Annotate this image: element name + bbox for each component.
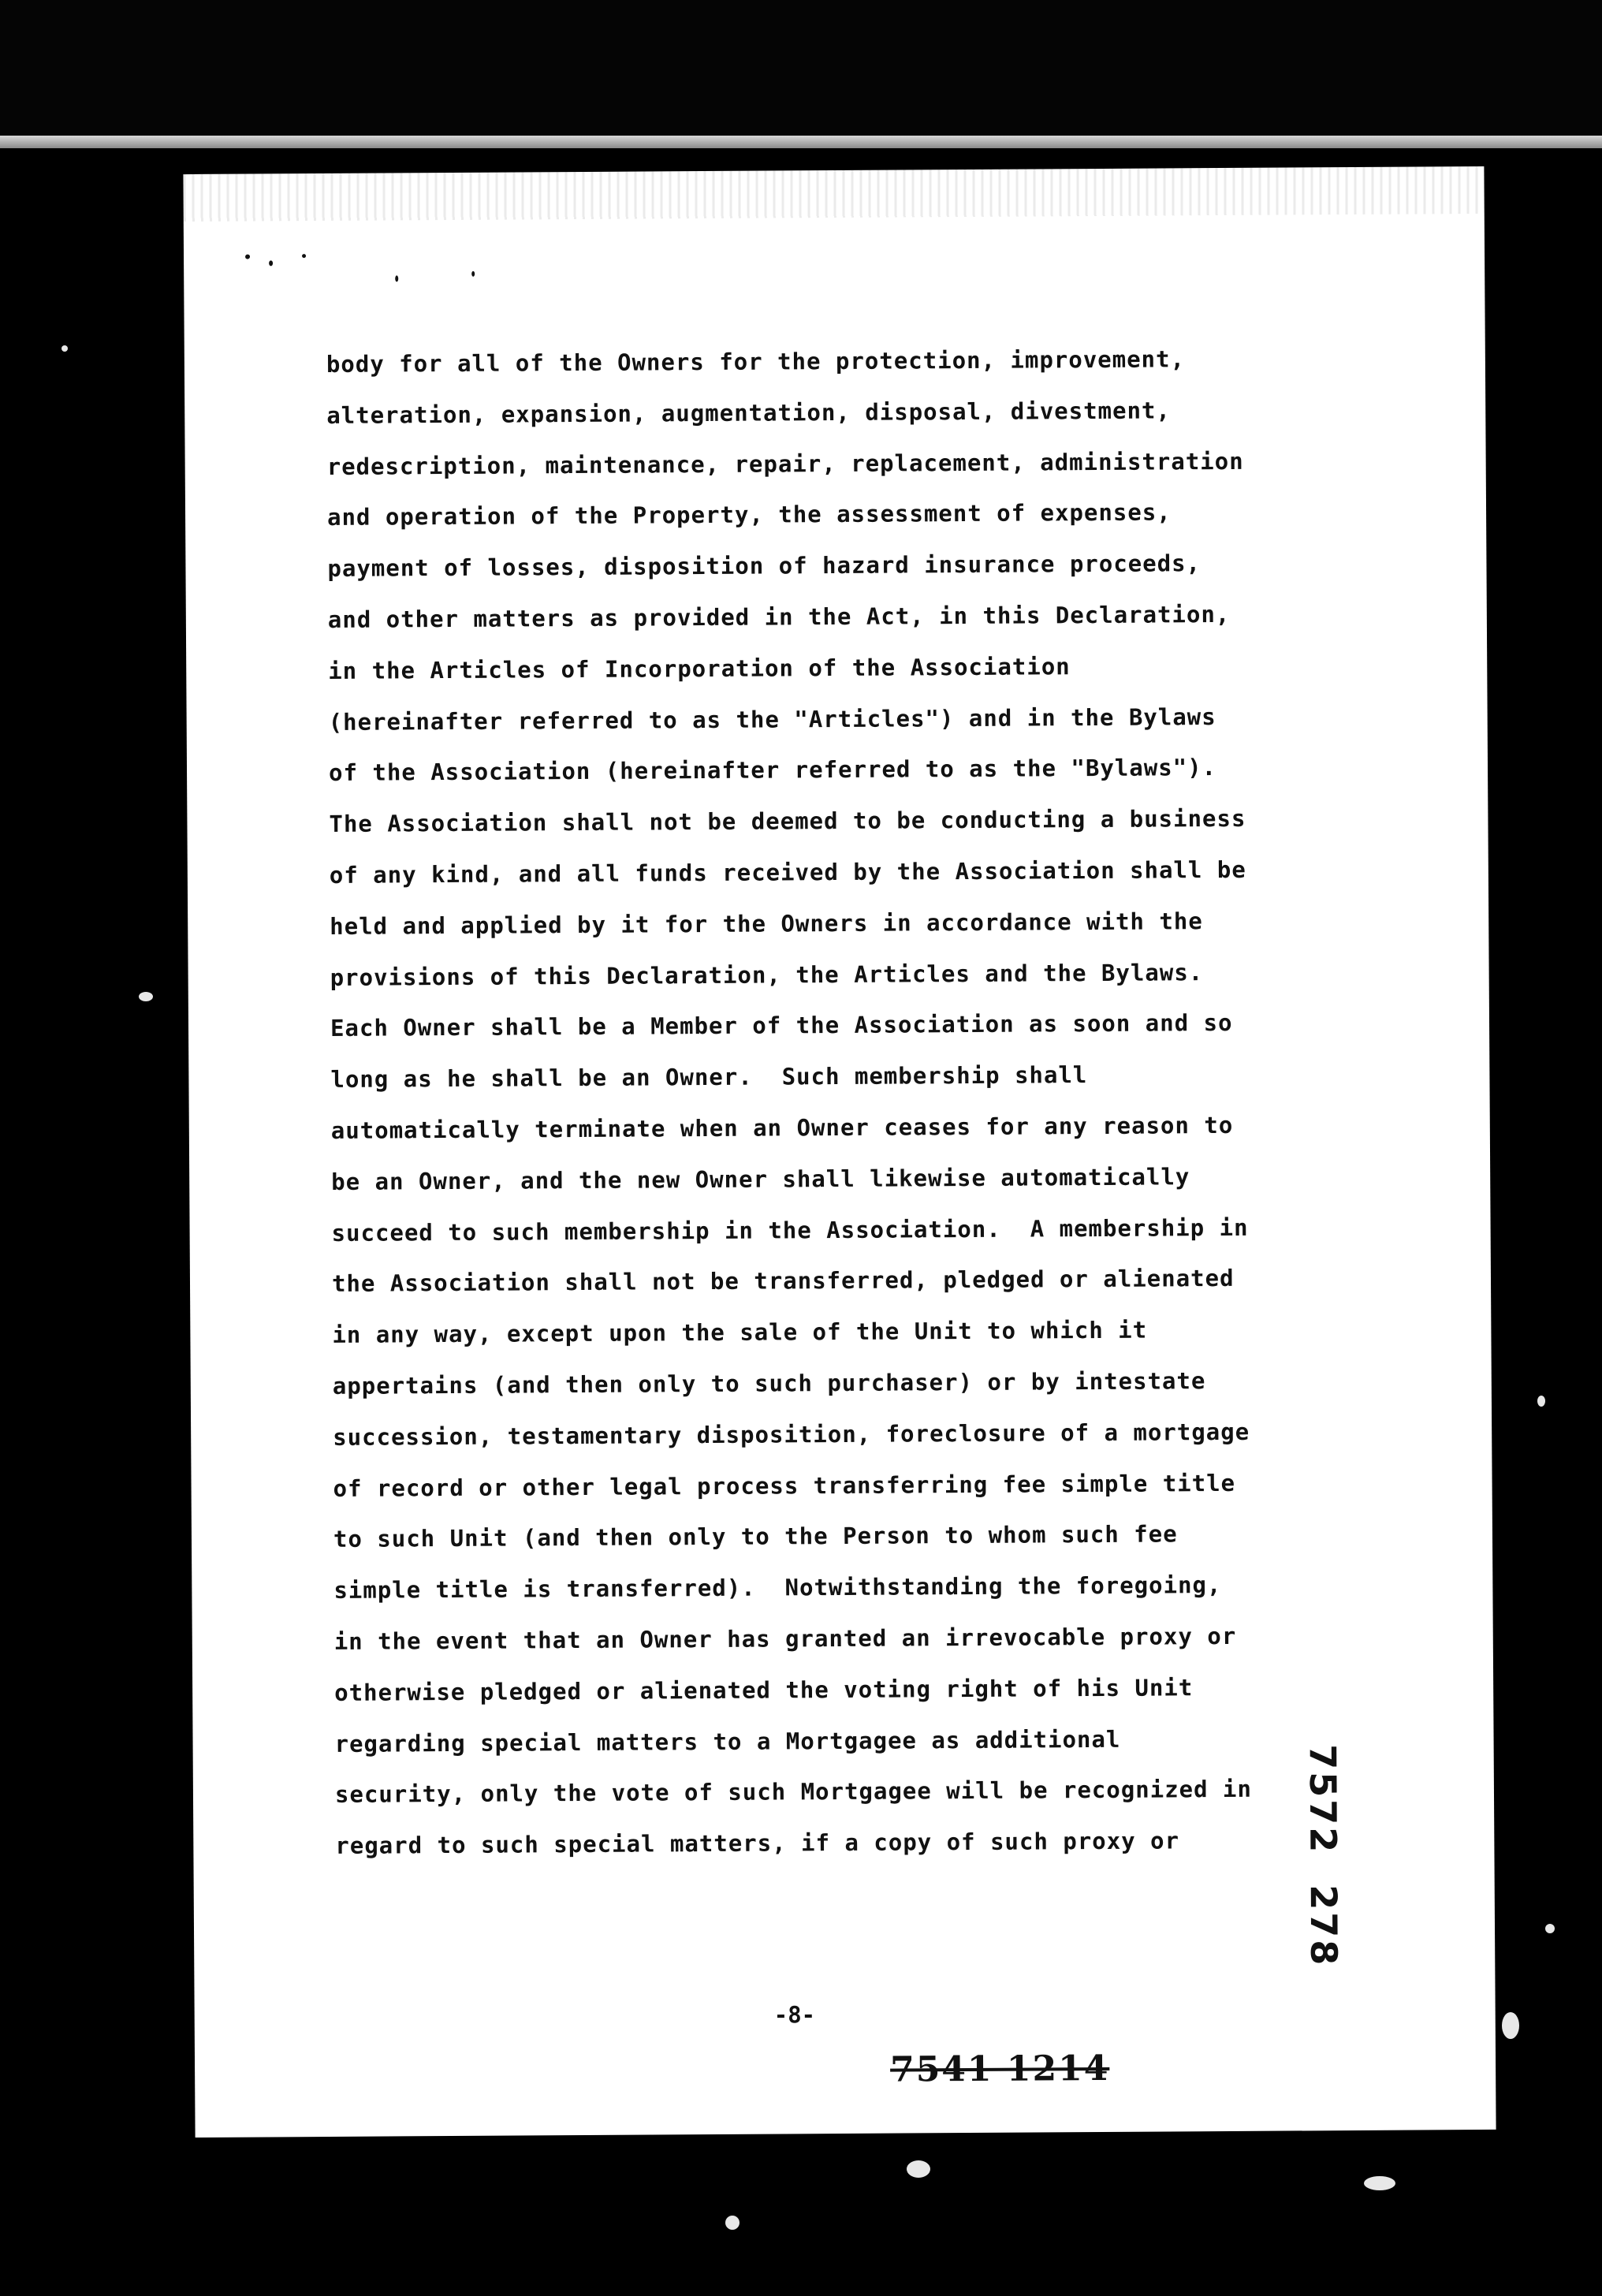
scan-speck <box>907 2160 930 2178</box>
text-line: regarding special matters to a Mortgagee as additional <box>334 1725 1121 1757</box>
scan-noise-top-edge <box>183 166 1484 222</box>
scan-speck <box>725 2216 740 2230</box>
scan-speck <box>245 255 250 259</box>
text-line: alteration, expansion, augmentation, disposal, divestment, <box>326 397 1172 429</box>
text-line: security, only the vote of such Mortgagee will be recognized in <box>334 1776 1253 1809</box>
text-line: (hereinafter referred to as the "Articles") and in the Bylaws <box>328 703 1216 736</box>
text-line: of record or other legal process transferring fee simple title <box>333 1469 1236 1502</box>
recording-stamp: 7541 1214 <box>889 2048 1110 2090</box>
page-number: -8- <box>773 2001 816 2029</box>
scan-speck <box>61 345 68 352</box>
declaration-body-text <box>326 333 1377 1872</box>
text-line: of the Association (hereinafter referred to as the "Bylaws"). <box>328 754 1217 787</box>
text-line: regard to such special matters, if a copy of such proxy or <box>335 1827 1180 1860</box>
document-page <box>183 166 1496 2138</box>
scan-speck <box>139 992 153 1001</box>
text-line: simple title is transferred). Notwithstanding the foregoing, <box>333 1571 1222 1605</box>
text-line: payment of losses, disposition of hazard insurance proceeds, <box>327 550 1202 583</box>
recording-book-page-number: 7572 278 <box>1301 1744 1346 1968</box>
text-line: held and applied by it for the Owners in accordance with the <box>330 907 1203 940</box>
text-line: succeed to such membership in the Association. A membership in <box>331 1213 1249 1247</box>
text-line: redescription, maintenance, repair, replacement, administration <box>326 447 1244 480</box>
text-line: appertains (and then only to such purchaser) or by intestate <box>332 1367 1206 1400</box>
scan-speck <box>1545 1924 1555 1933</box>
text-line: in any way, except upon the sale of the Unit to which it <box>332 1316 1148 1349</box>
scan-speck <box>302 254 306 258</box>
text-line: long as he shall be an Owner. Such membership shall <box>330 1061 1088 1094</box>
text-line: the Association shall not be transferred, pledged or alienated <box>331 1265 1235 1298</box>
text-line: of any kind, and all funds received by the Association shall be <box>329 855 1246 889</box>
text-line: be an Owner, and the new Owner shall likewise automatically <box>331 1163 1190 1195</box>
text-line: and operation of the Property, the assessment of expenses, <box>326 498 1172 531</box>
scan-speck <box>1537 1396 1545 1407</box>
text-line: The Association shall not be deemed to be conducting a business <box>329 805 1246 838</box>
text-line: Each Owner shall be a Member of the Association as soon and so <box>330 1009 1233 1042</box>
text-line: and other matters as provided in the Act, in this Declaration, <box>327 600 1231 633</box>
scan-speck <box>269 260 273 266</box>
text-line: provisions of this Declaration, the Articles and the Bylaws. <box>330 958 1204 991</box>
text-line: in the Articles of Incorporation of the Association <box>328 652 1071 684</box>
text-line: in the event that an Owner has granted an irrevocable proxy or <box>333 1622 1237 1655</box>
scan-speck <box>1502 2012 1519 2039</box>
text-line: to such Unit (and then only to the Person to whom such fee <box>333 1520 1178 1553</box>
scan-speck <box>471 271 475 277</box>
text-line: body for all of the Owners for the protection, improvement, <box>326 345 1186 378</box>
scan-speck <box>1364 2176 1395 2190</box>
scan-speck <box>395 275 398 281</box>
text-line: automatically terminate when an Owner ceases for any reason to <box>330 1111 1234 1144</box>
text-line: otherwise pledged or alienated the voting right of his Unit <box>334 1673 1194 1706</box>
scan-background-top <box>0 0 1602 142</box>
scan-edge-strip <box>0 136 1602 148</box>
text-line: succession, testamentary disposition, foreclosure of a mortgage <box>333 1418 1250 1451</box>
